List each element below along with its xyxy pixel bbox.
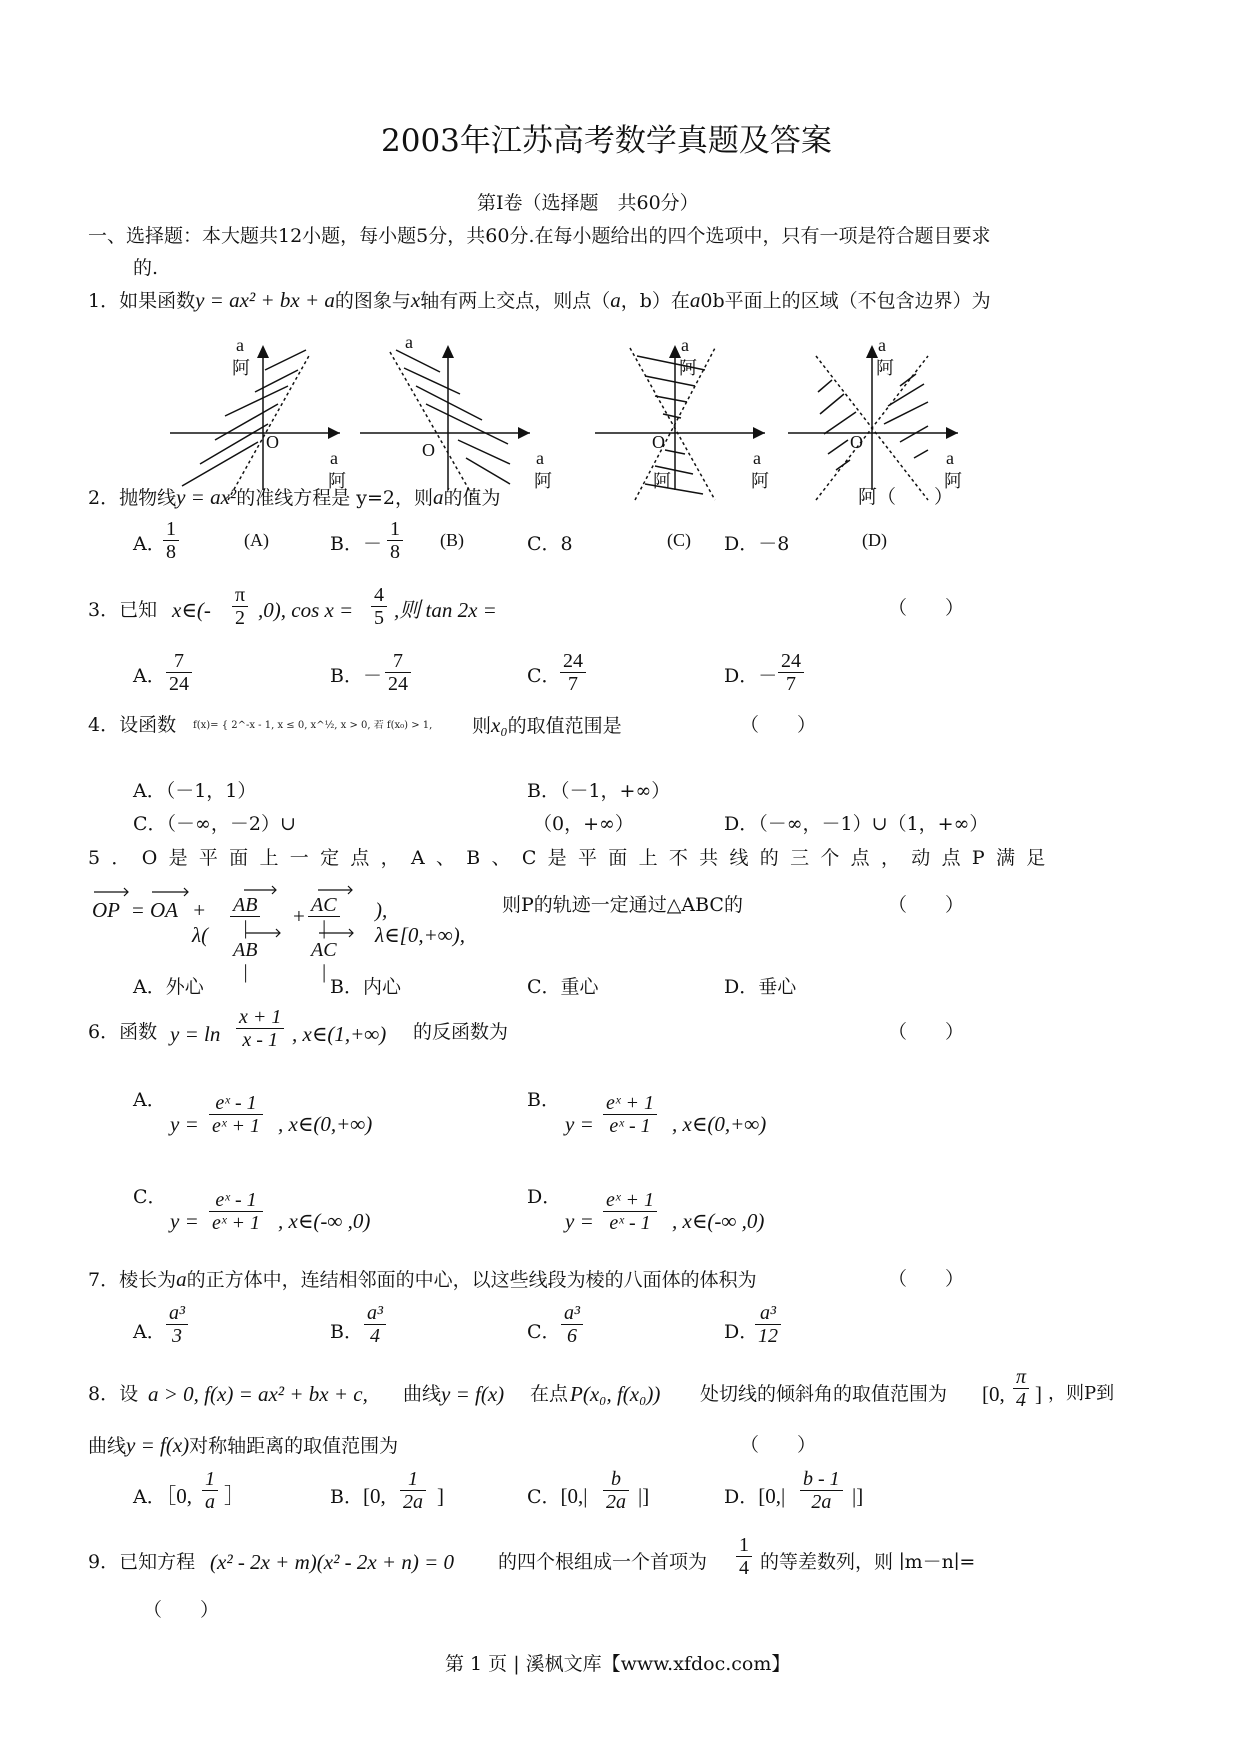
page-footer: 第 1 页 | 溪枫文库【www.xfdoc.com】 — [445, 1653, 791, 1675]
q3-option-d: D．－ — [724, 665, 778, 687]
q8-option-a: A．［0, — [133, 1484, 192, 1508]
question-7: 7．棱长为a的正方体中，连结相邻面的中心，以这些线段为棱的八面体的体积为 — [88, 1267, 757, 1291]
origin-label: O — [422, 440, 435, 460]
q5-answer-paren: （ ） — [888, 894, 965, 916]
axis-label-a-cn: 阿 — [876, 358, 894, 379]
q8-text-2: 曲线 — [403, 1383, 442, 1405]
figure-option-a — [170, 335, 360, 504]
q8-option-c-fraction: $\frac{b}{2a}$ — [603, 1468, 629, 1513]
q5-option-a: A．外心 — [133, 976, 204, 998]
q6-text-2: 的反函数为 — [413, 1021, 509, 1043]
q7-option-c-fraction: $\frac{\text{a³}}{6}$ — [561, 1302, 583, 1347]
origin-label: O — [850, 432, 863, 452]
question-4: 4．设函数 — [88, 714, 177, 736]
q8-option-b-fraction: $\frac{1}{2a}$ — [400, 1468, 426, 1513]
axis-label-a-cn: 阿 — [679, 358, 697, 379]
q6-formula-pre: y = ln — [170, 1022, 221, 1046]
q8-text-3: 在点 — [530, 1383, 569, 1405]
q5-option-d: D．垂心 — [724, 976, 797, 998]
q7-option-d: D． — [724, 1321, 759, 1343]
q8-formula-4a: [0, — [982, 1382, 1005, 1406]
vector-op: OP — [92, 898, 120, 922]
q2-option-c: C．8 — [527, 533, 573, 555]
figure-label-a: (A) — [244, 530, 269, 550]
q9-fraction: $\frac{1}{4}$ — [736, 1534, 752, 1579]
vector-plus: + — [293, 904, 305, 928]
axis-label-a: a — [236, 335, 244, 355]
q8-option-d-fraction: $\frac{b - 1}{2a}$ — [800, 1468, 843, 1513]
q4-option-b: B．（－1，+∞） — [527, 780, 671, 802]
q5-text-2: 则P的轨迹一定通过△ABC的 — [502, 894, 743, 916]
q6-formula-tail: , x∈(1,+∞) — [292, 1022, 387, 1046]
question-8: 8．设 — [88, 1383, 139, 1405]
axis-label-a-x-cn: 阿 — [534, 471, 552, 492]
axis-label-a-cn-lower: 阿 — [653, 471, 671, 492]
axis-label-a: a — [681, 335, 689, 355]
q6-option-c: C． — [133, 1186, 167, 1208]
q8-answer-paren: （ ） — [740, 1434, 817, 1456]
q6-option-b-tail: , x∈(0,+∞) — [672, 1112, 767, 1136]
q4-option-c-cont: （0，+∞） — [533, 813, 634, 835]
figure-label-b: (B) — [440, 530, 464, 550]
q6-option-a-tail: , x∈(0,+∞) — [278, 1112, 373, 1136]
vector-ab-fraction: $\frac{AB}{| AB |}$ — [230, 894, 260, 983]
q8-option-a-tail: ］ — [224, 1484, 245, 1508]
q7-option-b: B． — [330, 1321, 363, 1343]
q8-option-d: D．[0,| — [724, 1484, 786, 1508]
vector-oa: OA — [150, 898, 178, 922]
origin-label: O — [652, 432, 665, 452]
q4-piecewise-formula: f(x)= { 2^-x - 1, x ≤ 0, x^½, x > 0, 若 f(x₀) > 1, — [193, 720, 433, 731]
q3-answer-paren: （ ） — [888, 597, 965, 619]
q4-option-a: A．（－1，1） — [133, 780, 257, 802]
q3-fraction-4-5: $\frac{4}{5}$ — [371, 584, 387, 629]
q2-option-a: A． — [133, 533, 166, 555]
q8-option-b: B．[0, — [330, 1484, 386, 1508]
q2-option-d: D．－8 — [724, 533, 790, 555]
axis-label-a-x-cn: 阿 — [944, 471, 962, 492]
axis-label-a-x: a — [753, 448, 761, 468]
q8-option-b-tail: ] — [437, 1484, 444, 1508]
axis-label-a-x: a — [330, 448, 338, 468]
vector-lambda: + λ( — [192, 898, 209, 947]
question-5: 5．O是平面上一定点，A、B、C是平面上不共线的三个点，动点P满足 — [88, 847, 1057, 869]
q2-option-b-fraction: $\frac{1}{8}$ — [387, 518, 403, 563]
q9-answer-paren: （ ） — [143, 1599, 220, 1621]
question-3: 3．已知 — [88, 599, 158, 621]
q7-option-b-fraction: $\frac{\text{a³}}{4}$ — [364, 1302, 386, 1347]
vector-eq: = — [132, 898, 144, 922]
question-1: 1．如果函数y = ax² + bx + a的图象与x轴有两上交点，则点（a，b）在a0b平面上的区域（不包含边界）为 — [88, 288, 991, 312]
axis-label-a-x-cn: 阿 — [751, 471, 769, 492]
q6-option-b: B． — [527, 1089, 560, 1111]
q6-option-b-pre: y = — [565, 1112, 594, 1136]
q3-option-d-fraction: $\frac{24}{7}$ — [778, 650, 804, 695]
q8-formula-2: y = f(x) — [441, 1382, 505, 1406]
q6-option-b-fraction: $\frac{\text{eˣ + 1}}{\text{eˣ - 1}}$ — [603, 1092, 657, 1137]
q2-option-b: B．－ — [330, 533, 382, 555]
q6-option-d-tail: , x∈(-∞ ,0) — [672, 1209, 765, 1233]
q9-text-2: 的四个根组成一个首项为 — [498, 1551, 708, 1573]
figure-label-d: (D) — [862, 530, 887, 550]
vector-ac-fraction: $\frac{AC}{| AC |}$ — [308, 894, 340, 983]
q6-option-a: A． — [133, 1089, 166, 1111]
q4-text: 则x₀的取值范围是 — [472, 713, 622, 737]
q9-formula: (x² - 2x + m)(x² - 2x + n) = 0 — [210, 1550, 455, 1574]
q3-fraction-pi-2: $\frac{\pi}{2}$ — [232, 584, 248, 629]
q7-option-a-fraction: $\frac{\text{a³}}{3}$ — [166, 1302, 188, 1347]
q6-option-c-fraction: $\frac{\text{eˣ - 1}}{\text{eˣ + 1}}$ — [209, 1189, 263, 1234]
axis-label-a-x: a — [536, 448, 544, 468]
q6-answer-paren: （ ） — [888, 1021, 965, 1043]
q6-fraction: $\frac{x + 1}{x - 1}$ — [236, 1006, 284, 1051]
section-intro-cont: 的. — [133, 257, 159, 279]
figure-label-c: (C) — [667, 530, 691, 550]
q3-option-c-fraction: $\frac{24}{7}$ — [560, 650, 586, 695]
q8-option-d-tail: |] — [852, 1484, 864, 1508]
section-intro: 一、选择题：本大题共12小题，每小题5分，共60分.在每小题给出的四个选项中，只有一项是符合题目要求 — [88, 225, 991, 247]
q8-option-c: C．[0,| — [527, 1484, 588, 1508]
q7-answer-paren: （ ） — [888, 1268, 965, 1290]
q7-option-a: A． — [133, 1321, 166, 1343]
q8-text-4: 处切线的倾斜角的取值范围为 — [700, 1383, 948, 1405]
q3-formula-part2: ,0), cos x = — [258, 598, 354, 622]
q8-option-c-tail: |] — [638, 1484, 650, 1508]
q3-option-b: B．－ — [330, 665, 382, 687]
q6-option-c-tail: , x∈(-∞ ,0) — [278, 1209, 371, 1233]
q6-option-a-pre: y = — [170, 1112, 199, 1136]
q3-option-a-fraction: $\frac{7}{24}$ — [166, 650, 192, 695]
q6-option-c-pre: y = — [170, 1209, 199, 1233]
q6-option-d-pre: y = — [565, 1209, 594, 1233]
origin-label: O — [266, 432, 279, 452]
q8-line-2: 曲线y = f(x)对称轴距离的取值范围为 — [88, 1433, 399, 1457]
question-1-answer-paren: 阿（ ） — [858, 486, 954, 508]
q7-option-c: C． — [527, 1321, 561, 1343]
q3-option-a: A． — [133, 665, 166, 687]
axis-label-a-x: a — [946, 448, 954, 468]
q6-option-a-fraction: $\frac{\text{eˣ - 1}}{\text{eˣ + 1}}$ — [209, 1092, 263, 1137]
q6-option-d-fraction: $\frac{\text{eˣ + 1}}{\text{eˣ - 1}}$ — [603, 1189, 657, 1234]
q8-fraction-pi-4: $\frac{\pi}{4}$ — [1013, 1366, 1029, 1411]
q8-option-a-fraction: $\frac{1}{a}$ — [202, 1468, 218, 1513]
question-6: 6．函数 — [88, 1021, 158, 1043]
q9-text-3: 的等差数列，则 ∣m－n∣= — [760, 1551, 976, 1573]
figure-option-c — [595, 335, 785, 504]
axis-label-a-cn: 阿 — [232, 358, 250, 379]
q3-option-b-fraction: $\frac{7}{24}$ — [385, 650, 411, 695]
q8-formula-1: a > 0, f(x) = ax² + bx + c, — [148, 1382, 368, 1406]
q5-option-c: C．重心 — [527, 976, 599, 998]
q3-formula-part3: ,则 tan 2x = — [394, 598, 497, 622]
question-2: 2．抛物线y = ax²的准线方程是 y=2，则a的值为 — [88, 485, 501, 509]
q4-option-c: C．（－∞，－2）∪ — [133, 813, 296, 835]
q3-option-c: C． — [527, 665, 561, 687]
q2-option-a-fraction: $\frac{1}{8}$ — [163, 518, 179, 563]
question-9: 9．已知方程 — [88, 1551, 196, 1573]
axis-label-a: a — [878, 335, 886, 355]
q5-option-b: B．内心 — [330, 976, 401, 998]
q8-formula-3: P(x₀, f(x₀)) — [570, 1382, 661, 1406]
section-subtitle: 第Ⅰ卷（选择题 共60分） — [477, 192, 699, 214]
q6-option-d: D． — [527, 1186, 562, 1208]
page-title: 2003年江苏高考数学真题及答案 — [381, 123, 832, 159]
axis-label-a-x-cn: 阿 — [328, 471, 346, 492]
q8-text-5: ，则P到 — [1048, 1383, 1115, 1404]
q4-option-d: D．（－∞，－1）∪（1，+∞） — [724, 813, 989, 835]
figure-option-b — [360, 332, 552, 504]
q4-answer-paren: （ ） — [740, 714, 817, 736]
figure-option-d — [788, 335, 978, 504]
q7-option-d-fraction: $\frac{\text{a³}}{12}$ — [755, 1302, 781, 1347]
q3-formula-part1: x∈(- — [172, 598, 211, 622]
vector-tail: ), λ∈[0,+∞), — [375, 898, 465, 947]
q8-formula-4b: ] — [1035, 1382, 1042, 1406]
axis-label-a: a — [405, 332, 413, 352]
